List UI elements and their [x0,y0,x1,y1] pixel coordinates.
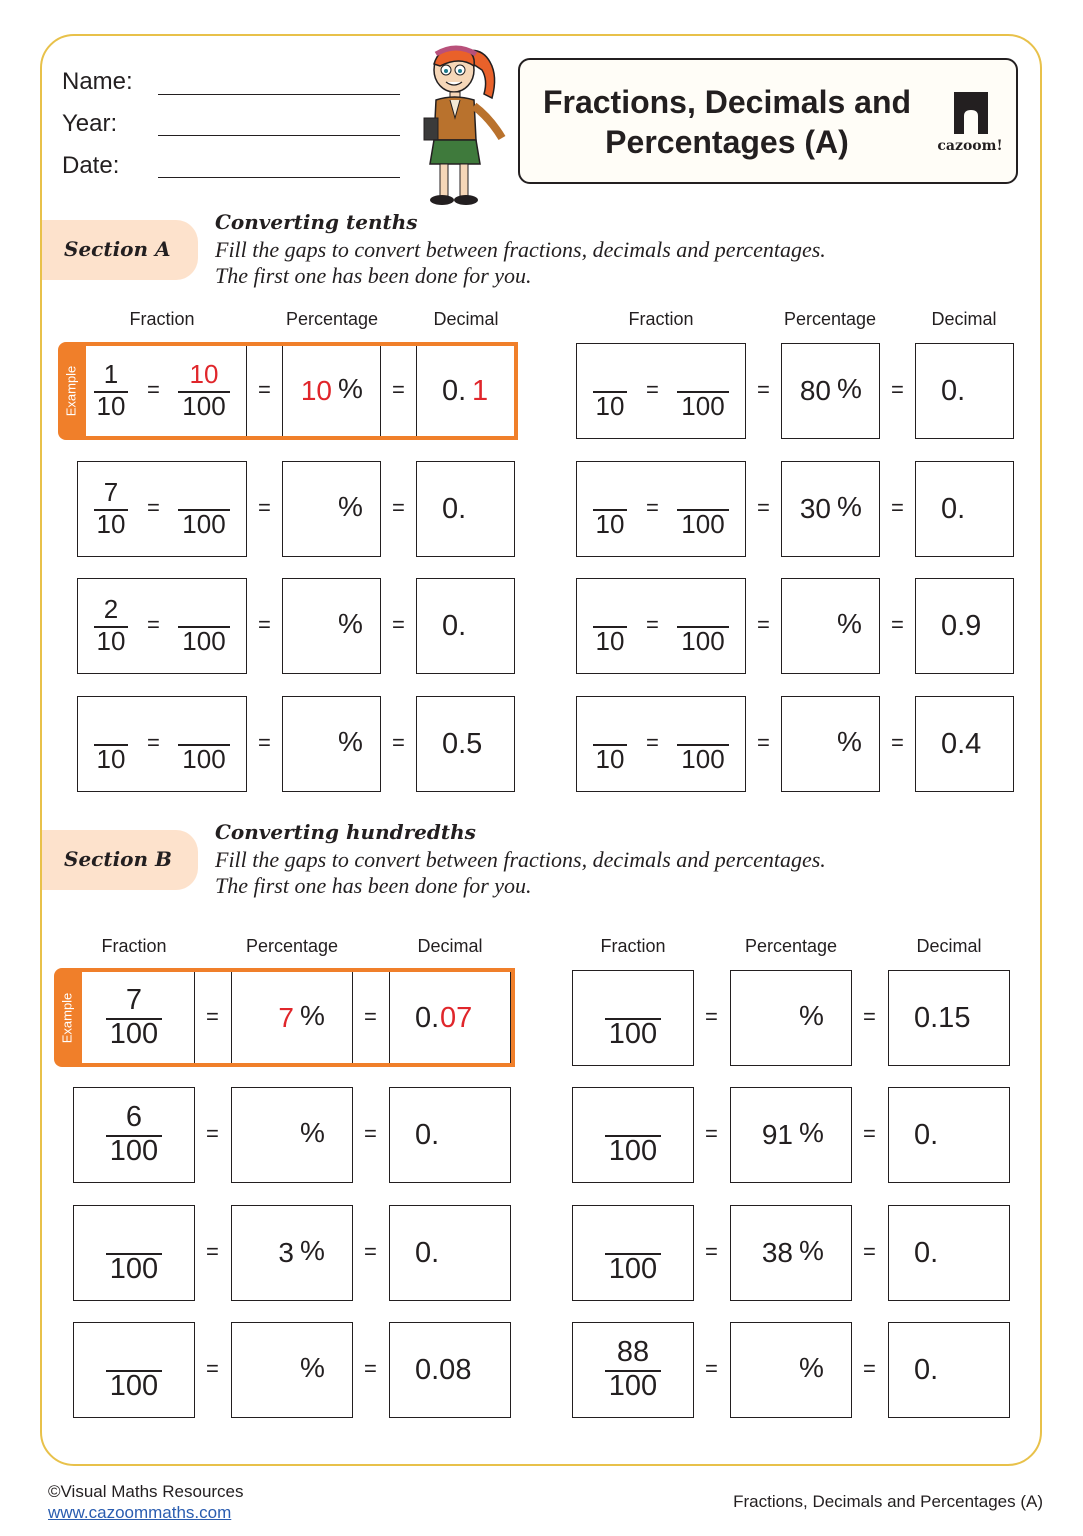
tenths-denominator: 10 [96,744,126,774]
equals-sign: = [258,612,271,637]
percentage-value[interactable]: 7 [278,1002,294,1033]
section-b-tab [42,830,198,890]
decimal-box[interactable] [888,1322,1010,1418]
col-decimal-header: Decimal [417,936,483,956]
equals-sign: = [891,612,904,637]
decimal-value[interactable]: 0. [415,1237,440,1269]
equals-sign: = [646,495,659,520]
equals-sign: = [891,377,904,402]
equals-sign: = [863,1239,876,1264]
equals-sign: = [757,495,770,520]
tenths-denominator: 10 [96,626,126,656]
decimal-value[interactable]: 0.5 [442,728,483,760]
percentage-value[interactable]: 38 [761,1237,793,1268]
equals-sign: = [705,1239,718,1264]
percentage-box[interactable] [730,970,852,1066]
col-percentage-header: Percentage [285,309,379,329]
fraction-denominator: 100 [109,1370,159,1402]
example-tab [58,342,84,440]
percent-sign: % [338,608,363,639]
percentage-value[interactable]: 80 [799,375,831,406]
decimal-box[interactable] [389,1087,511,1183]
example-label: Example [63,365,79,417]
equals-sign: = [705,1004,718,1029]
equals-sign: = [364,1004,377,1029]
example-outline [78,968,515,1067]
fraction-denominator: 100 [608,1370,658,1402]
equals-sign: = [863,1121,876,1146]
percentage-box[interactable] [781,578,880,674]
fraction-denominator: 100 [608,1135,658,1167]
col-percentage-header: Percentage [744,936,838,956]
tenths-denominator: 10 [96,391,126,421]
percent-sign: % [300,1235,325,1266]
equals-sign: = [705,1356,718,1381]
section-a-instruction-2: The first one has been done for you. [215,263,532,288]
example-label: Example [59,992,75,1043]
percent-sign: % [799,1000,824,1031]
decimal-box[interactable] [389,1205,511,1301]
hundredths-denominator: 100 [681,626,725,656]
hundredths-denominator: 100 [182,744,226,774]
date-label: Date: [62,152,120,179]
percentage-value[interactable]: 3 [278,1237,294,1268]
equals-sign: = [206,1239,219,1264]
example-outline [82,342,518,440]
col-fraction-header: Fraction [129,309,195,329]
hundredths-denominator: 100 [182,391,226,421]
title-line-1: Fractions, Decimals and [542,84,912,120]
decimal-value[interactable]: 0. [442,610,467,642]
tenths-numerator[interactable]: 7 [103,477,119,507]
col-decimal-header: Decimal [931,309,997,329]
percentage-value[interactable]: 30 [799,493,831,524]
section-b-title: Converting hundredths [215,820,476,844]
percentage-box[interactable] [231,1087,353,1183]
year-label: Year: [62,110,118,137]
percentage-value[interactable]: 91 [761,1119,793,1150]
decimal-value[interactable]: 0. [914,1119,939,1151]
worksheet-title [520,82,934,162]
decimal-value[interactable]: 0. [941,375,966,407]
section-b-instruction-2: The first one has been done for you. [215,873,532,898]
percentage-box[interactable] [282,461,381,557]
equals-sign: = [147,377,160,402]
fraction-denominator: 100 [109,1135,159,1167]
tenths-denominator: 10 [595,626,625,656]
percent-sign: % [300,1000,325,1031]
decimal-value[interactable]: 0. [941,493,966,525]
hundredths-numerator[interactable]: 10 [189,359,219,389]
hundredths-denominator: 100 [681,509,725,539]
fraction-numerator[interactable]: 6 [125,1101,143,1133]
year-field[interactable] [158,135,400,136]
logo-text: cazoom! [937,138,1003,154]
decimal-value[interactable]: 0.08 [415,1354,472,1386]
percentage-box[interactable] [282,696,381,792]
decimal-value[interactable]: 0. [442,375,467,407]
percent-sign: % [837,373,862,404]
fraction-denominator: 100 [109,1253,159,1285]
equals-sign: = [891,730,904,755]
col-fraction-header: Fraction [101,936,167,956]
percent-sign: % [837,491,862,522]
tenths-denominator: 10 [595,744,625,774]
copyright-text: ©Visual Maths Resources [48,1482,244,1501]
decimal-value[interactable]: 0. [914,1354,939,1386]
equals-sign: = [646,612,659,637]
equals-sign: = [392,730,405,755]
decimal-value[interactable]: 0.15 [914,1002,971,1034]
decimal-answer: 07 [440,1002,473,1034]
hundredths-denominator: 100 [182,626,226,656]
equals-sign: = [863,1356,876,1381]
percent-sign: % [799,1117,824,1148]
equals-sign: = [206,1004,219,1029]
equals-sign: = [392,495,405,520]
decimal-value[interactable]: 0.9 [941,610,982,642]
section-a-instruction-1: Fill the gaps to convert between fractions, decimals and percentages. [215,237,826,262]
name-field[interactable] [158,94,400,95]
equals-sign: = [364,1356,377,1381]
percent-sign: % [300,1117,325,1148]
col-decimal-header: Decimal [916,936,982,956]
title-line-2: Percentages (A) [605,124,849,160]
name-label: Name: [62,68,133,95]
equals-sign: = [364,1239,377,1264]
tenths-numerator[interactable]: 1 [103,359,119,389]
percent-sign: % [837,726,862,757]
decimal-box[interactable] [888,1205,1010,1301]
decimal-value[interactable]: 0. [415,1119,440,1151]
percent-sign: % [799,1352,824,1383]
equals-sign: = [392,377,405,402]
col-decimal-header: Decimal [433,309,499,329]
equals-sign: = [206,1356,219,1381]
percentage-box[interactable] [282,578,381,674]
equals-sign: = [147,612,160,637]
section-b-instruction-1: Fill the gaps to convert between fractions, decimals and percentages. [215,847,826,872]
percent-sign: % [338,726,363,757]
fraction-denominator: 100 [109,1018,159,1050]
fraction-denominator: 100 [608,1253,658,1285]
fraction-numerator[interactable]: 7 [125,984,143,1016]
col-fraction-header: Fraction [600,936,666,956]
equals-sign: = [147,495,160,520]
footer-doc-title: Fractions, Decimals and Percentages (A) [733,1492,1043,1511]
percent-sign: % [837,608,862,639]
equals-sign: = [364,1121,377,1146]
girl-character-illustration [410,40,510,212]
hundredths-denominator: 100 [681,391,725,421]
tenths-denominator: 10 [595,509,625,539]
decimal-value[interactable]: 0.4 [941,728,982,760]
equals-sign: = [757,612,770,637]
percent-sign: % [300,1352,325,1383]
equals-sign: = [891,495,904,520]
example-tab [54,968,80,1067]
equals-sign: = [757,730,770,755]
equals-sign: = [646,377,659,402]
percent-sign: % [338,373,363,404]
percentage-box[interactable] [730,1322,852,1418]
col-percentage-header: Percentage [783,309,877,329]
decimal-value[interactable]: 0. [442,493,467,525]
equals-sign: = [206,1121,219,1146]
percentage-box[interactable] [231,1322,353,1418]
website-link[interactable]: www.cazoommaths.com [48,1503,232,1522]
decimal-answer: 1 [472,375,489,407]
hundredths-denominator: 100 [182,509,226,539]
equals-sign: = [705,1121,718,1146]
decimal-value[interactable]: 0. [914,1237,939,1269]
col-fraction-header: Fraction [628,309,694,329]
equals-sign: = [258,377,271,402]
section-b-label: Section B [64,847,172,871]
section-a-tab [42,220,198,280]
tenths-denominator: 10 [96,509,126,539]
equals-sign: = [392,612,405,637]
date-field[interactable] [158,177,400,178]
equals-sign: = [646,730,659,755]
percentage-box[interactable] [781,696,880,792]
hundredths-denominator: 100 [681,744,725,774]
fraction-denominator: 100 [608,1018,658,1050]
decimal-box[interactable] [888,1087,1010,1183]
section-a-title: Converting tenths [215,210,418,234]
tenths-denominator: 10 [595,391,625,421]
percentage-value[interactable]: 10 [300,375,332,406]
fraction-numerator[interactable]: 88 [616,1336,650,1368]
percent-sign: % [338,491,363,522]
tenths-numerator[interactable]: 2 [103,594,119,624]
cazoom-logo-icon [952,90,990,136]
equals-sign: = [863,1004,876,1029]
section-a-label: Section A [64,237,171,261]
percent-sign: % [799,1235,824,1266]
equals-sign: = [258,495,271,520]
col-percentage-header: Percentage [245,936,339,956]
decimal-value[interactable]: 0. [415,1002,440,1034]
title-box [518,58,1018,184]
equals-sign: = [147,730,160,755]
equals-sign: = [757,377,770,402]
equals-sign: = [258,730,271,755]
